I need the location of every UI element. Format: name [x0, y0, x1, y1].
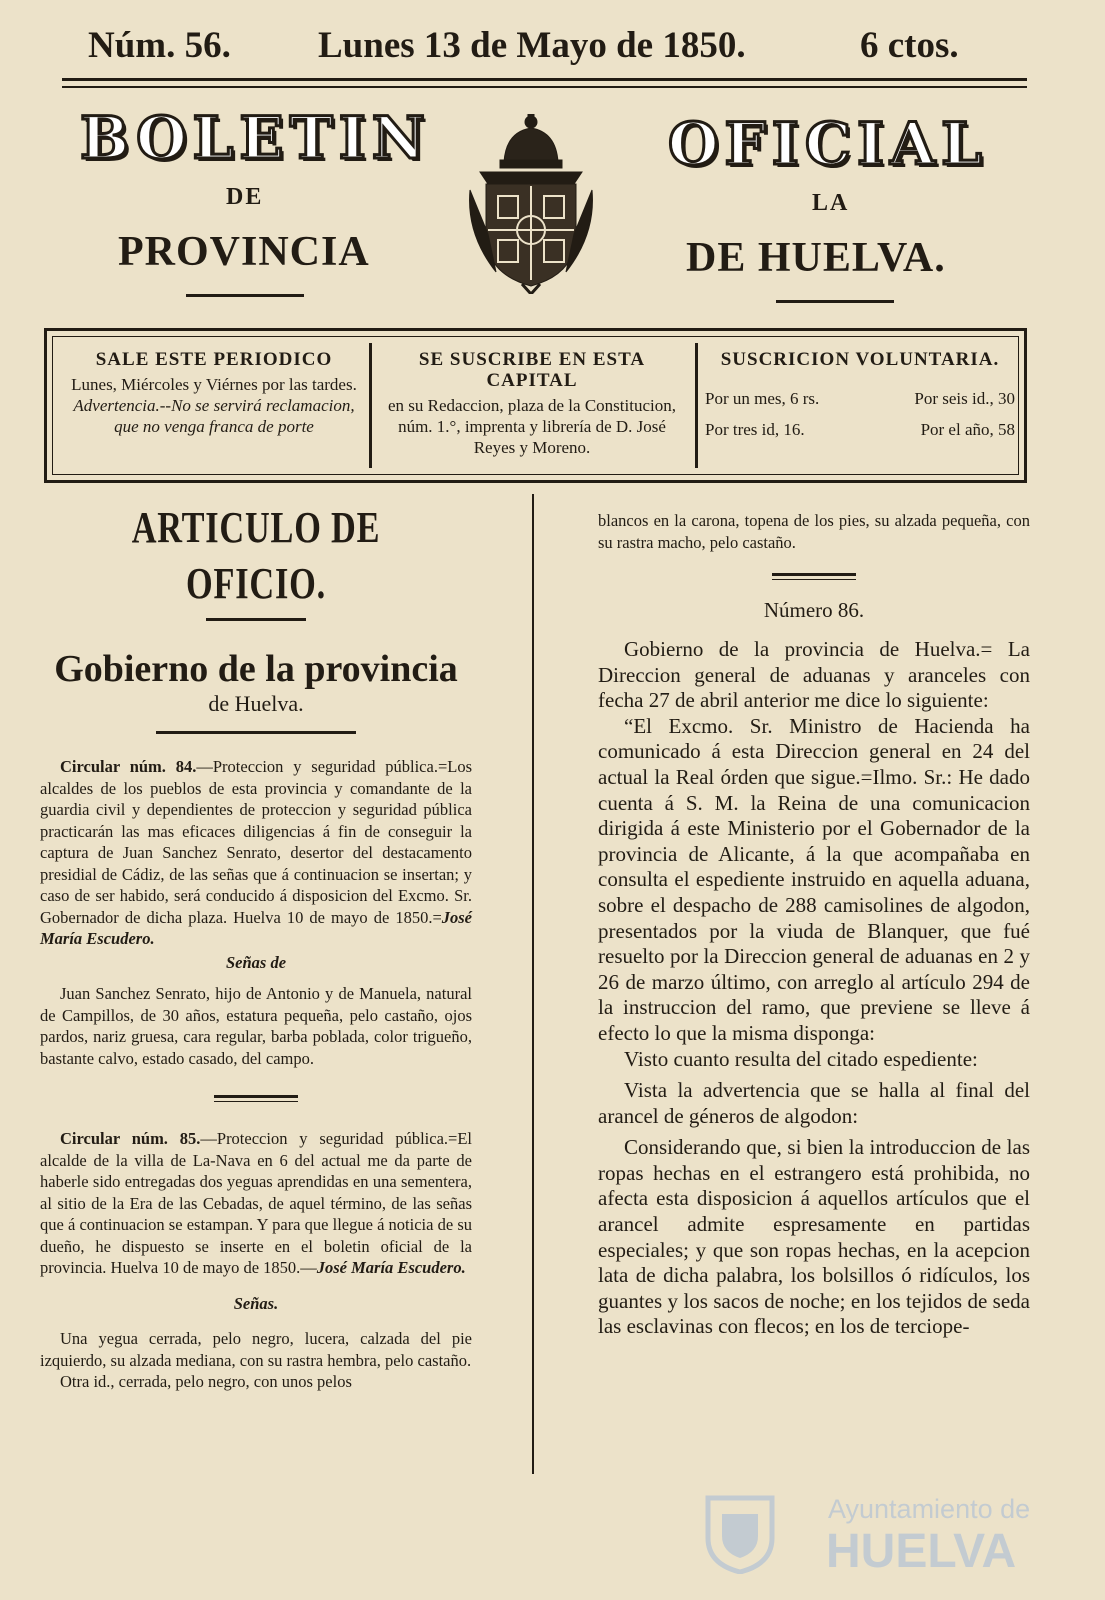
ornament-rule [206, 618, 306, 621]
gov-rule [156, 731, 356, 734]
gov-title: Gobierno de la provincia [54, 648, 458, 690]
circular-84-signature: José María Escudero. [40, 907, 472, 948]
circular-85-senas: Señas. [233, 1293, 279, 1313]
subscribe-text: en su Redaccion, plaza de la Constitucion, núm. 1.°, imprenta y librería de D. José Reyes y Moreno. [388, 396, 676, 457]
continuation-text: blancos en la carona, topena de los pies, su alzada pequeña, con su rastra macho, pelo castaño. [598, 511, 1030, 552]
info-column-schedule [61, 349, 367, 437]
issue-price: 6 ctos. [860, 25, 959, 66]
rate-year: Por el año, 58 [920, 420, 1015, 439]
rates-row [705, 419, 1015, 440]
circular-84-text: —Proteccion y seguridad pública.=Los alcaldes de los pueblos de esta provincia y comandante de la guardia civil y dependientes de proteccion y seguridad pública practicarán las mas eficaces diligencias á fin de conseguir la captura de Juan Sanchez Senrato, desertor del destacamento presidial de Cádiz, de las señas que á continuacion se insertan; y caso de ser habido, será conducido á disposicion del Excmo. Sr. Gobernador de dicha plaza. Huelva 10 de mayo de 1850.= [40, 757, 472, 927]
info-column-rates [705, 349, 1015, 440]
schedule-heading: SALE ESTE PERIODICO [95, 349, 333, 370]
paragraph-4: Vista la advertencia que se halla al final del arancel de géneros de algodon: [598, 1078, 1030, 1128]
circular-84 [40, 756, 472, 950]
archive-watermark [700, 1488, 1040, 1578]
circular-85-description-1: Una yegua cerrada, pelo negro, lucera, calzada del pie izquierdo, su alzada mediana, con su rastra hembra, pelo castaño. [40, 1329, 472, 1370]
rates-heading: SUSCRICION VOLUNTARIA. [720, 349, 1000, 370]
mast-rule-right [776, 300, 894, 303]
circular-84-description: Juan Sanchez Senrato, hijo de Antonio y de Manuela, natural de Campillos, de 30 años, estatura pequeña, pelo castaño, ojos pardos, nariz gruesa, cara regular, barba poblada, color trigueño, bastante calvo, estado casado, del campo. [40, 984, 472, 1068]
subscribe-heading: SE SUSCRIBE EN ESTA CAPITAL [418, 349, 646, 391]
schedule-note: Advertencia.--No se servirá reclamacion, que no venga franca de porte [73, 396, 355, 436]
royal-coat-of-arms-icon [466, 114, 596, 294]
circular-85-description-2: Otra id., cerrada, pelo negro, con unos pelos [60, 1372, 352, 1391]
header-rule-bottom [62, 86, 1027, 88]
right-column [598, 510, 1030, 1340]
rates-row [705, 388, 1015, 409]
header-rule-top [62, 78, 1027, 81]
schedule-text: Lunes, Miércoles y Viérnes por las tardes. [71, 375, 357, 394]
info-divider [695, 343, 698, 468]
city-shield-icon [700, 1492, 780, 1574]
rate-six-months: Por seis id., 30 [914, 389, 1015, 408]
left-column [40, 500, 472, 1393]
watermark-line-2: HUELVA [826, 1525, 1017, 1578]
circular-85-text: —Proteccion y seguridad pública.=El alcalde de la villa de La-Nava en 6 del actual me da parte de haberle sido entregadas dos yeguas aprendidas en una sementera, al sitio de la Era de las Cebadas, de aquel término, de las señas que á continuacion se estampan. Y para que llegue á noticia de su dueño, he dispuesto se inserte en el boletin oficial de la provincia. Huelva 10 de mayo de 1850.— [40, 1129, 472, 1277]
issue-date: Lunes 13 de Mayo de 1850. [318, 25, 746, 66]
subtitle-provincia: PROVINCIA [118, 229, 370, 275]
column-separator [532, 494, 534, 1474]
circular-84-senas: Señas de [225, 952, 287, 972]
subscription-info-box [44, 328, 1027, 483]
separator-rule [772, 573, 856, 576]
paragraph-3: Visto cuanto resulta del citado espediente: [624, 1046, 978, 1071]
header-line [60, 24, 1020, 74]
circular-85-signature: José María Escudero. [316, 1258, 466, 1277]
watermark-line-1: Ayuntamiento de [828, 1494, 1031, 1524]
paragraph-1: Gobierno de la provincia de Huelva.= La Direccion general de aduanas y aranceles con fecha 27 de abril anterior me dice lo siguiente: [598, 637, 1030, 713]
section-heading: ARTICULO DE OFICIO. [131, 503, 381, 608]
rate-month: Por un mes, 6 rs. [705, 389, 820, 408]
subtitle-de: DE [226, 184, 264, 210]
issue-number: Núm. 56. [88, 25, 231, 66]
title-left: BOLETIN [80, 104, 431, 172]
info-divider [369, 343, 372, 468]
subtitle-la: LA [812, 190, 850, 216]
separator-rule [214, 1101, 298, 1102]
mast-rule-left [186, 294, 304, 297]
gov-subtitle: de Huelva. [208, 691, 304, 716]
paragraph-5: Considerando que, si bien la introduccion de las ropas hechas en el estrangero está prohibida, no afecta esta disposicion á aquellos artículos que el arancel admite espresamente en partidas especiales; y que son ropas hechas, en la acepcion lata de dicha palabra, los bolsillos ó ridículos, los guantes y los sacos de noche; en los tejidos de seda las esclavinas con flecos; en los de terciope- [598, 1135, 1030, 1339]
circular-85 [40, 1128, 472, 1279]
rate-three-months: Por tres id, 16. [705, 420, 805, 439]
info-column-subscribe [379, 349, 685, 458]
separator-rule [214, 1095, 298, 1098]
number-86-heading: Número 86. [763, 598, 865, 622]
paragraph-2: “El Excmo. Sr. Ministro de Hacienda ha comunicado á esta Direccion general en 24 del actual la Real órden que sigue.=Ilmo. Sr.: He dado cuenta á S. M. la Reina de una comunicacion dirigida á este Ministerio por el Gobernador de la provincia de Alicante, á la que acompañaba en consulta el espediente instruido en aquella aduana, sobre el despacho de 288 camisolines de algodon, presentados por la viuda de Blanquer, que fué resuelto por la Direccion general de aduanas en 2 y 26 de marzo último, con arreglo al artículo 294 de la instruccion del ramo, que previene se lleve á efecto lo que la misma disponga: [598, 713, 1030, 1045]
subtitle-huelva: DE HUELVA. [686, 235, 946, 281]
circular-85-lead: Circular núm. 85. [60, 1129, 201, 1148]
circular-84-lead: Circular núm. 84. [60, 757, 197, 776]
separator-rule [772, 579, 856, 580]
title-right: OFICIAL [668, 110, 988, 178]
